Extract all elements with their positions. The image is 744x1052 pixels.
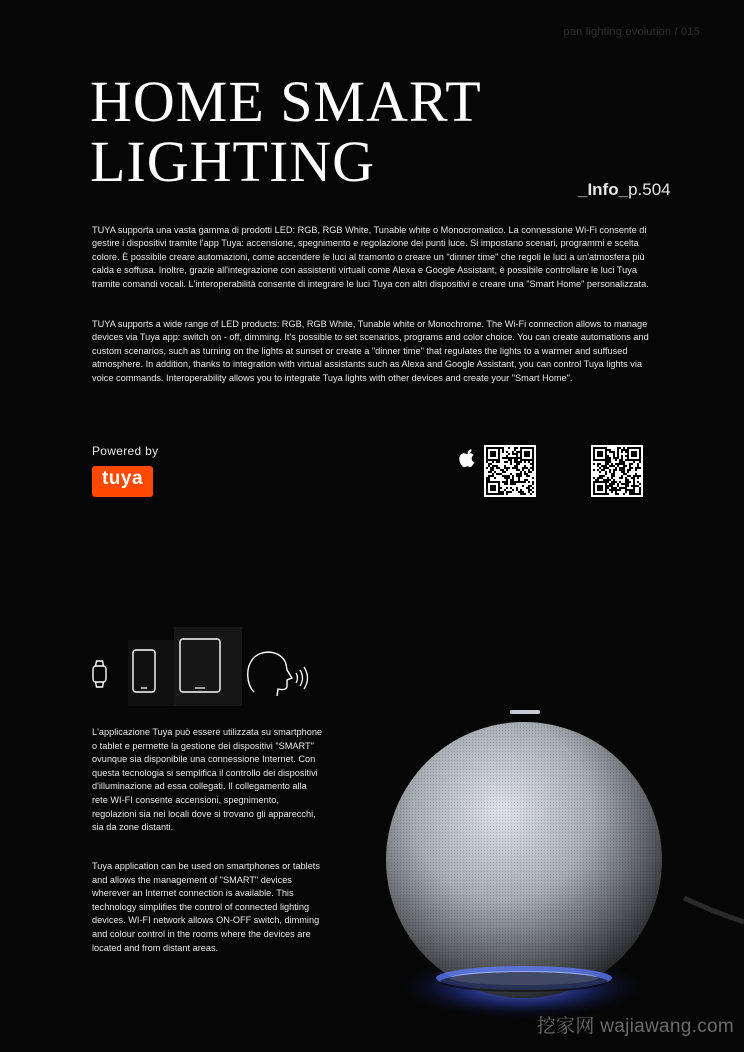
page-title [90, 69, 530, 194]
info-page: p.504 [628, 180, 671, 199]
smartwatch-icon [93, 661, 106, 687]
intro-text-italian: TUYA supporta una vasta gamma di prodotti LED: RGB, RGB White, Tunable white o Monocromatico. La connessione Wi-Fi consente di gestire i dispositivi tramite l'app Tuya: accensione, spegnimento e regolazione dei punti luce. Si impostano scenari, programmi e scelta colore. È possibile creare automazioni, come accendere le luci al tramonto o creare un "dinner time" che regoli le luci a un'atmosfera più calda e soffusa. Inoltre, grazie all'integrazione con assistenti virtuali come Alexa e Google Assistant, è possibile controllare le luci Tuya tramite comandi vocali. L'interoperabilità consente di integrare le luci Tuya con altri dispositivi e creare una "Smart Home" personalizzata. [92, 225, 649, 289]
qr-code-ios[interactable] [484, 445, 536, 497]
header-reference: pan lighting evolution / 015 [563, 26, 700, 38]
title-line-1: HOME SMART [90, 69, 482, 134]
watermark: 挖家网 wajiawang.com [536, 1016, 734, 1037]
powered-by-label: Powered by [92, 444, 159, 458]
title-line-2: LIGHTING [90, 129, 376, 194]
tuya-logo [92, 466, 153, 497]
apple-icon [459, 448, 477, 468]
app-text-english: Tuya application can be used on smartphones or tablets and allows the management of "SMART" devices wherever an Internet connection is available. This technology simplifies the control of connected lighting devices. WI-FI network allows ON-OFF switch, dimming and colour control in the rooms where the devices are located and from distant areas. [92, 861, 320, 953]
smart-speaker-image [384, 690, 744, 1052]
app-text-italian: L'applicazione Tuya può essere utilizzata su smartphone o tablet e permette la gestione dei dispositivi "SMART" ovunque sia disponibile una connessione Internet. Con questa tecnologia si semplifica il controllo dei dispositivi d'illuminazione ad essa collegati. Il collegamento alla rete WI-FI consente accensioni, spegnimento, regolazioni sia nei locali dove si trovano gli apparecchi, sia da zone distanti. [92, 727, 323, 833]
tuya-logo-text: tuya [101, 468, 144, 489]
voice-assistant-icon [248, 652, 308, 696]
info-label: _Info_ [578, 180, 629, 199]
qr-code-android[interactable] [591, 445, 643, 497]
devices-illustration [88, 626, 320, 706]
info-reference[interactable] [578, 180, 671, 200]
intro-text-english: TUYA supports a wide range of LED products: RGB, RGB White, Tunable white or Monochrome. The Wi-Fi connection allows to manage devices via Tuya app: switch on - off, dimming. It's possible to set scenarios, programs and color choice. You can create automations and custom scenarios, such as turning on the lights at sunset or create a "dinner time" that regulates the lights to a warmer and suffused atmosphere. In addition, thanks to integration with virtual assistants such as Alexa and Google Assistant, you can control Tuya lights via voice commands. Interoperability allows you to integrate Tuya lights with other devices and create your "Smart Home". [92, 319, 649, 383]
